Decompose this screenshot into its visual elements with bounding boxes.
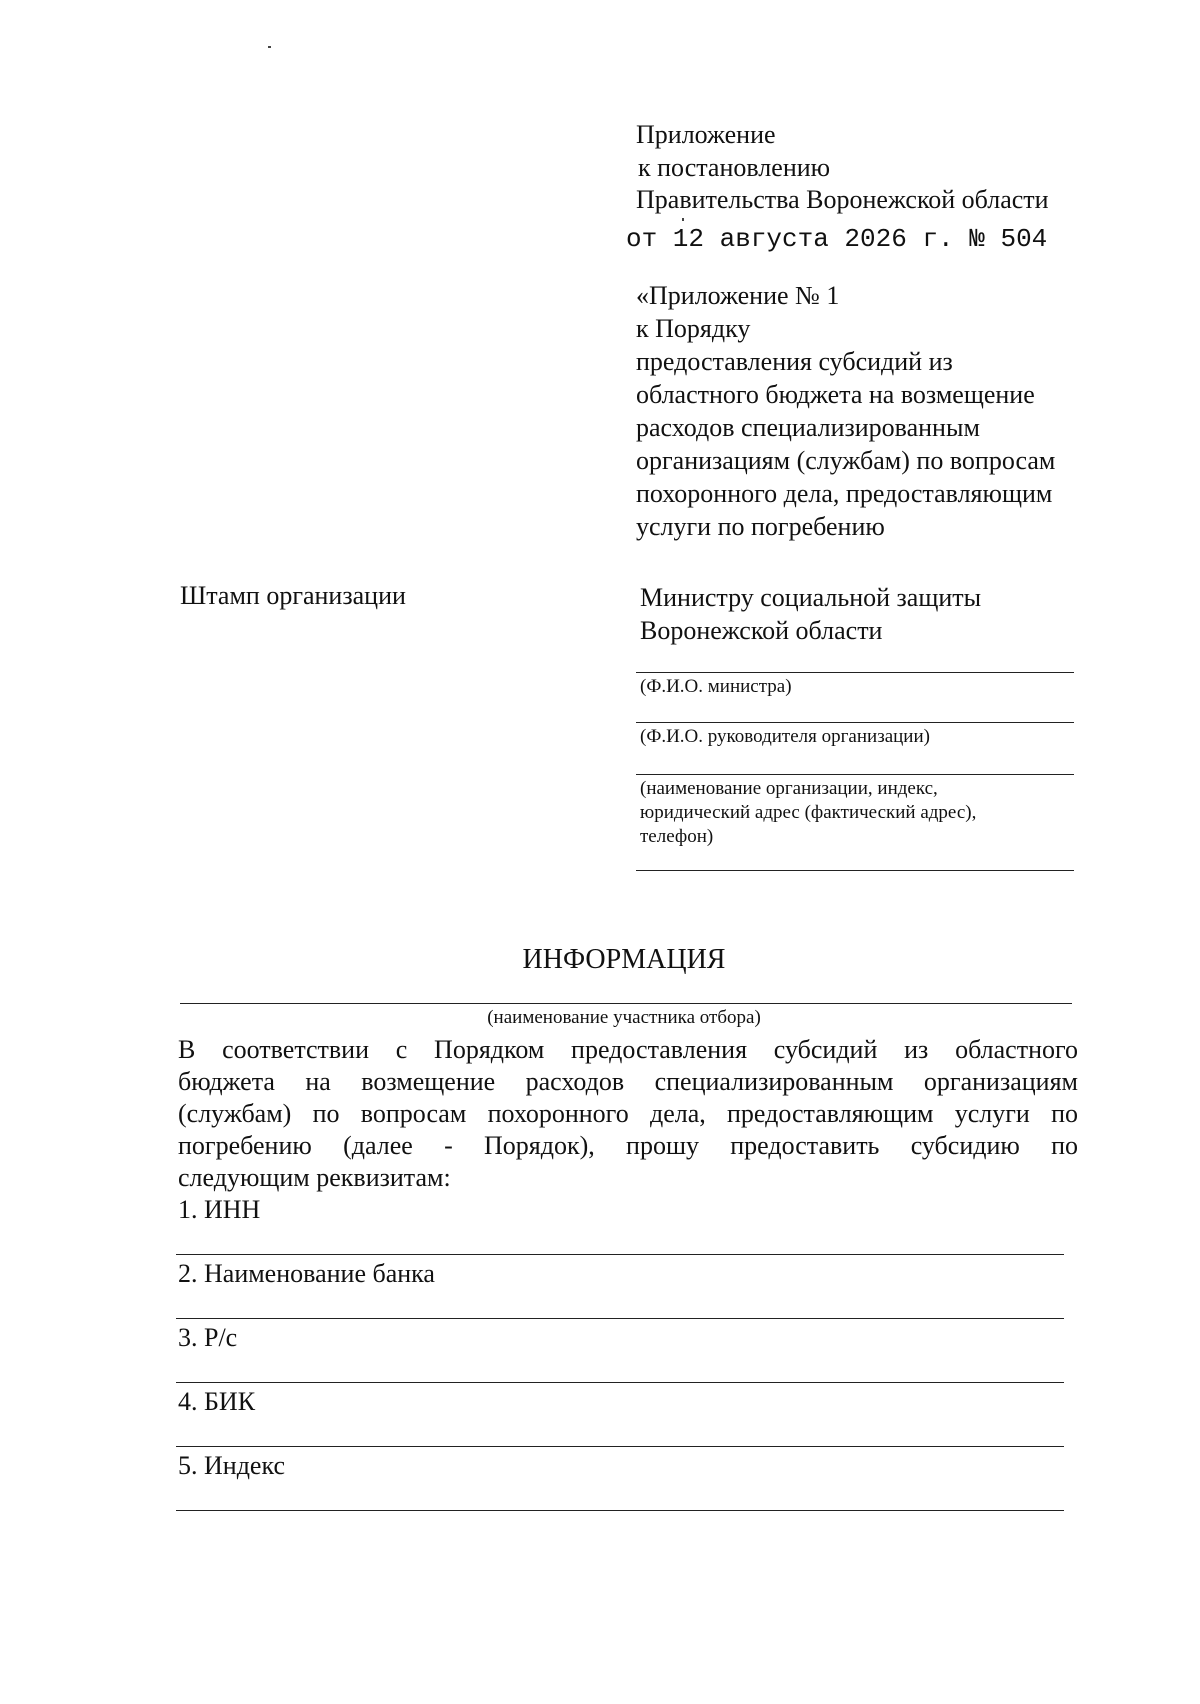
annex-line: областного бюджета на возмещение [636, 380, 1035, 409]
addressee-line: Воронежской области [640, 616, 883, 645]
minister-name-line [636, 672, 1074, 673]
body-line: погребению (далее - Порядок), прошу предоставить субсидию по [178, 1131, 1078, 1160]
annex-line: предоставления субсидий из [636, 347, 953, 376]
organization-details-caption: телефон) [640, 826, 714, 847]
field-inn-line [176, 1254, 1064, 1255]
addressee-line: Министру социальной защиты [640, 583, 982, 612]
participant-name-line [180, 1003, 1072, 1004]
annex-line: к Порядку [636, 314, 751, 343]
field-inn-label: 1. ИНН [178, 1195, 261, 1224]
organization-details-caption: (наименование организации, индекс, [640, 778, 938, 799]
field-bik-label: 4. БИК [178, 1387, 256, 1416]
annex-line: «Приложение № 1 [636, 281, 840, 310]
annex-line: услуги по погребению [636, 512, 885, 541]
document-title: ИНФОРМАЦИЯ [522, 944, 726, 975]
annex-line: похоронного дела, предоставляющим [636, 479, 1053, 508]
body-line: бюджета на возмещение расходов специализированным организациям [178, 1067, 1078, 1096]
organization-details-caption: юридический адрес (фактический адрес), [640, 802, 977, 823]
minister-name-caption: (Ф.И.О. министра) [640, 676, 792, 697]
body-line: следующим реквизитам: [178, 1163, 451, 1192]
resolution-date-number: от 12 августа 2026 г. № 504 [626, 224, 1048, 254]
organization-stamp-label: Штамп организации [180, 581, 406, 610]
body-line: (службам) по вопросам похоронного дела, предоставляющим услуги по [178, 1099, 1078, 1128]
participant-name-caption: (наименование участника отбора) [487, 1007, 761, 1028]
body-line: В соответствии с Порядком предоставления субсидий из областного [178, 1035, 1078, 1064]
organization-details-line [636, 774, 1074, 775]
appendix-label: Приложение [636, 120, 776, 149]
scan-speck [268, 46, 271, 48]
annex-line: организациям (службам) по вопросам [636, 446, 1056, 475]
organization-details-extra-line [636, 870, 1074, 871]
field-bank-name-label: 2. Наименование банка [178, 1259, 435, 1288]
field-bank-name-line [176, 1318, 1064, 1319]
appendix-to-resolution: к постановлению [638, 153, 831, 182]
field-account-label: 3. Р/с [178, 1323, 238, 1352]
field-postcode-line [176, 1510, 1064, 1511]
appendix-government: Правительства Воронежской области [636, 185, 1049, 214]
scan-speck [682, 218, 684, 221]
head-name-caption: (Ф.И.О. руководителя организации) [640, 726, 930, 747]
head-name-line [636, 722, 1074, 723]
field-bik-line [176, 1446, 1064, 1447]
field-postcode-label: 5. Индекс [178, 1451, 285, 1480]
field-account-line [176, 1382, 1064, 1383]
annex-line: расходов специализированным [636, 413, 980, 442]
